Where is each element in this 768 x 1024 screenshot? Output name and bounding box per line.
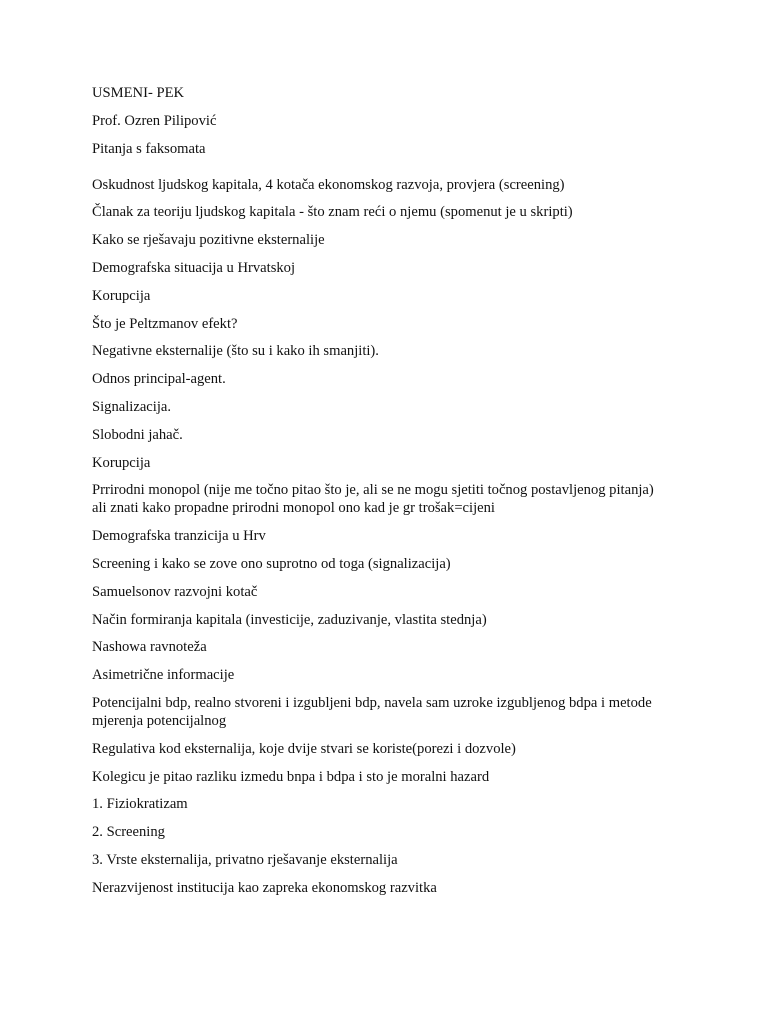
question-item: Slobodni jahač. — [92, 426, 183, 443]
question-item: Nashowa ravnoteža — [92, 639, 207, 656]
question-item: Odnos principal-agent. — [92, 371, 226, 388]
question-item: Potencijalni bdp, realno stvoreni i izgubljeni bdp, navela sam uzroke izgubljenog bdpa i metode mjerenja potencijalnog — [92, 694, 652, 729]
question-item: 2. Screening — [92, 824, 165, 841]
question-item: Članak za teoriju ljudskog kapitala - što znam reći o njemu (spomenut je u skripti) — [92, 204, 573, 221]
question-item: Asimetrične informacije — [92, 667, 235, 684]
question-item: Što je Peltzmanov efekt? — [92, 315, 238, 332]
document-subtitle: Pitanja s faksomata — [92, 140, 206, 157]
question-item: Regulativa kod eksternalija, koje dvije stvari se koriste(porezi i dozvole) — [92, 740, 516, 757]
question-item: Oskudnost ljudskog kapitala, 4 kotača ekonomskog razvoja, provjera (screening) — [92, 176, 565, 193]
question-item: Samuelsonov razvojni kotač — [92, 583, 258, 600]
question-item: 1. Fiziokratizam — [92, 796, 188, 813]
question-item: 3. Vrste eksternalija, privatno rješavanje eksternalija — [92, 851, 398, 868]
question-item: Kako se rješavaju pozitivne eksternalije — [92, 232, 325, 249]
question-item: Korupcija — [92, 454, 151, 471]
document-body — [92, 84, 662, 907]
question-item: Demografska situacija u Hrvatskoj — [92, 259, 296, 276]
question-item: Nerazvijenost institucija kao zapreka ekonomskog razvitka — [92, 879, 437, 896]
question-item: Demografska tranzicija u Hrv — [92, 528, 266, 545]
question-item: Screening i kako se zove ono suprotno od toga (signalizacija) — [92, 555, 451, 572]
question-item: Način formiranja kapitala (investicije, zaduzivanje, vlastita stednja) — [92, 611, 487, 628]
question-item: Negativne eksternalije (što su i kako ih smanjiti). — [92, 343, 379, 360]
question-item: Kolegicu je pitao razliku izmedu bnpa i bdpa i sto je moralni hazard — [92, 768, 490, 785]
document-title: USMENI- PEK — [92, 85, 185, 101]
question-item: Prrirodni monopol (nije me točno pitao što je, ali se ne mogu sjetiti točnog postavljenog pitanja) ali znati kako propadne prirodni monopol ono kad je gr trošak=cijeni — [92, 482, 654, 517]
question-item: Korupcija — [92, 287, 151, 304]
professor-name: Prof. Ozren Pilipović — [92, 112, 217, 129]
question-item: Signalizacija. — [92, 398, 172, 415]
